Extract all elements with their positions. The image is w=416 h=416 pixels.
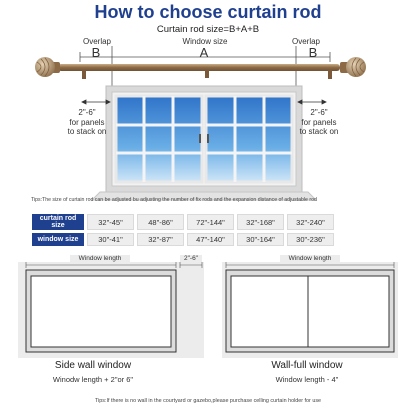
overlap-right-label: Overlap bbox=[291, 37, 320, 46]
table-cell: 47"-140" bbox=[187, 233, 234, 246]
tips-top: Tips:The size of curtain rod can be adjusted bu adjusting the number of fix rods and the expansion distance of adjustable rod bbox=[31, 197, 317, 203]
table-cell: 32"-87" bbox=[137, 233, 184, 246]
right-note-line3: to stack on bbox=[299, 127, 339, 137]
side-wall-extra-label: 2"-6" bbox=[180, 255, 202, 262]
table-row-window-size bbox=[32, 233, 334, 246]
side-wall-caption: Side wall window bbox=[54, 360, 132, 371]
left-note-line2: for panels bbox=[69, 117, 105, 127]
table-cell: 30"-236" bbox=[287, 233, 334, 246]
table-row-rod-size bbox=[32, 214, 334, 230]
table-cell: 32"-45" bbox=[87, 214, 134, 230]
table-cell: 72"-144" bbox=[187, 214, 234, 230]
letter-a: A bbox=[199, 45, 209, 60]
table-cell: 32"-168" bbox=[237, 214, 284, 230]
side-wall-formula: Winodw length + 2"or 6" bbox=[52, 375, 134, 384]
table-cell: 48"-86" bbox=[137, 214, 184, 230]
rod-size-formula: Curtain rod size=B+A+B bbox=[156, 24, 260, 35]
wall-full-length-label: Window length bbox=[280, 255, 340, 262]
left-note-size: 2"-6" bbox=[78, 108, 96, 117]
page-title: How to choose curtain rod bbox=[94, 2, 322, 22]
wall-full-diagram bbox=[222, 262, 398, 358]
curtain-rod bbox=[35, 57, 366, 79]
overlap-left-label: Overlap bbox=[82, 37, 111, 46]
letter-b-right: B bbox=[308, 45, 318, 60]
wall-full-formula: Window length - 4" bbox=[275, 375, 339, 384]
row-head-window-size: window size bbox=[32, 233, 84, 246]
side-wall-diagram bbox=[18, 262, 204, 358]
row-head-rod-size: curtain rod size bbox=[32, 214, 84, 230]
right-note-size: 2"-6" bbox=[310, 108, 328, 117]
left-note-line3: to stack on bbox=[67, 127, 107, 137]
wall-full-caption: Wall-full window bbox=[271, 360, 343, 371]
right-stack-note bbox=[296, 108, 342, 137]
table-cell: 32"-240" bbox=[287, 214, 334, 230]
right-note-line2: for panels bbox=[301, 117, 337, 127]
window-size-label: Window size bbox=[182, 37, 228, 46]
size-spec-table bbox=[29, 211, 337, 249]
tips-bottom: Tips:If there is no wall in the courtyard or gazebo,please purchase celling curtain holder for use bbox=[95, 398, 322, 404]
window-type-diagrams bbox=[0, 252, 416, 362]
window-graphic bbox=[92, 86, 316, 200]
letter-b-left: B bbox=[91, 45, 101, 60]
left-stack-note bbox=[64, 108, 110, 137]
side-wall-length-label: Window length bbox=[70, 255, 130, 262]
table-cell: 30"-164" bbox=[237, 233, 284, 246]
table-cell: 30"-41" bbox=[87, 233, 134, 246]
